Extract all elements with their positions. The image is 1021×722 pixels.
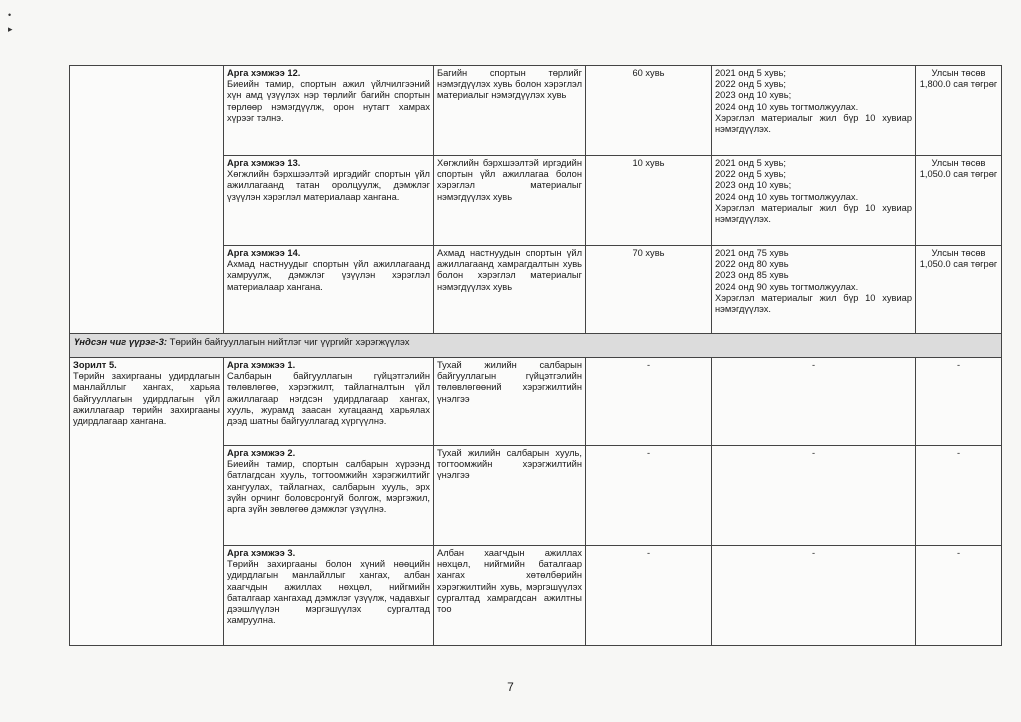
indicator-cell: Багийн спортын төрлийг нэмэгдүүлэх хувь болон хэрэглэл материалыг нэмэгдүүлэх хувь	[434, 66, 586, 156]
target-line: 2023 онд 10 хувь;	[715, 90, 792, 101]
scan-mark: •	[8, 10, 12, 20]
section-heading-text: Төрийн байгууллагын нийтлэг чиг үүргийг хэрэгжүүлэх	[167, 337, 410, 348]
target-cell	[712, 66, 916, 156]
goal-text: Төрийн захиргааны удирдлагын манлайллыг хангах, харьяа байгууллагын удирдлагын үйл ажиллагаар төрийн захиргааны удирдлагаар хангана.	[73, 371, 220, 427]
budget-cell: Улсын төсөв 1,050.0 сая төгрөг	[916, 246, 1002, 334]
measure-title: Арга хэмжээ 2.	[227, 448, 296, 458]
target-line: Хэрэглэл материалыг жил бүр 10 хувиар нэмэгдүүлэх.	[715, 202, 912, 225]
target-line: 2023 онд 85 хувь	[715, 270, 789, 281]
indicator-cell: Албан хаагчдын ажиллах нөхцөл, нийгмийн баталгаар хангах хөтөлбөрийн хэрэгжилтийн хувь, мэргэшүүлэх сургалтад хамрагдсан ажилтны тоо	[434, 546, 586, 646]
budget-cell: -	[916, 546, 1002, 646]
indicator-cell: Хөгжлийн бэрхшээлтэй иргэдийн спортын үйл ажиллагаа болон хэрэглэл материалыг нэмэгдүүлэх хувь	[434, 156, 586, 246]
budget-cell: Улсын төсөв 1,800.0 сая төгрөг	[916, 66, 1002, 156]
target-line: 2021 онд 75 хувь	[715, 248, 789, 258]
target-cell	[712, 156, 916, 246]
indicator-cell: Тухай жилийн салбарын хууль, тогтоомжийн хэрэгжилтийн үнэлгээ	[434, 446, 586, 546]
table-row	[70, 66, 1002, 156]
section-heading-label: Үндсэн чиг үүрэг-3:	[74, 337, 168, 348]
target-line: 2022 онд 5 хувь;	[715, 79, 786, 90]
measure-title: Арга хэмжээ 12.	[227, 68, 301, 78]
target-line: Хэрэглэл материалыг жил бүр 10 хувиар нэмэгдүүлэх.	[715, 112, 912, 135]
section-heading-row	[70, 334, 1002, 358]
page-number: 7	[507, 680, 514, 694]
measure-cell	[224, 358, 434, 446]
measure-title: Арга хэмжээ 13.	[227, 158, 301, 168]
baseline-cell: 70 хувь	[586, 246, 712, 334]
target-cell: -	[712, 446, 916, 546]
target-cell: -	[712, 358, 916, 446]
scan-mark: ▸	[8, 24, 13, 34]
target-line: 2023 онд 10 хувь;	[715, 180, 792, 191]
target-line: 2024 онд 90 хувь тогтмолжуулах.	[715, 281, 859, 292]
target-cell: -	[712, 546, 916, 646]
table-row	[70, 358, 1002, 446]
baseline-cell: -	[586, 546, 712, 646]
target-line: 2022 онд 80 хувь	[715, 259, 789, 270]
measure-cell	[224, 446, 434, 546]
measure-title: Арга хэмжээ 14.	[227, 248, 301, 258]
measure-text: Биеийн тамир, спортын ажил үйлчилгээний хүн амд үзүүлэх нэр төрлийг багийн спортын төрлөөр нэмэгдүүлж, орон нутагт хамрах хүрээг тэлнэ.	[227, 79, 430, 123]
target-line: 2021 онд 5 хувь;	[715, 68, 786, 78]
goal-cell-empty	[70, 66, 224, 334]
measure-title: Арга хэмжээ 3.	[227, 548, 296, 558]
target-line: 2022 онд 5 хувь;	[715, 169, 786, 180]
target-cell	[712, 246, 916, 334]
measure-text: Хөгжлийн бэрхшээлтэй иргэдийг спортын үйл ажиллагаанд татан оролцуулж, дэмжлэг үзүүлэн хэрэглэл материалаар хангана.	[227, 169, 430, 202]
measure-text: Төрийн захиргааны болон хүний нөөцийн удирдлагын манлайллыг хангах, албан хаагчдын ажиллах нөхцөл, нийгмийн баталгаар хангахад дэмжлэг үзүүлж, чадавхыг дээшлүүлэн мэргэшүүлэх сургалтад хамруулна.	[227, 559, 430, 626]
target-line: Хэрэглэл материалыг жил бүр 10 хувиар нэмэгдүүлэх.	[715, 292, 912, 315]
measure-title: Арга хэмжээ 1.	[227, 360, 296, 370]
measure-cell	[224, 546, 434, 646]
budget-cell: -	[916, 358, 1002, 446]
section-heading	[70, 334, 1002, 358]
baseline-cell: -	[586, 358, 712, 446]
measure-text: Салбарын байгууллагын гүйцэтгэлийн төлөвлөгөө, хэрэгжилт, тайлагналтын үйл ажиллагаар нэгдсэн удирдлагаар хангах, хууль, журамд заасан хугацаанд харьялах дээд шатны байгууллагад хүргүүлнэ.	[227, 371, 430, 427]
measure-cell	[224, 156, 434, 246]
target-line: 2021 онд 5 хувь;	[715, 158, 786, 168]
measure-cell	[224, 246, 434, 334]
target-line: 2024 онд 10 хувь тогтмолжуулах.	[715, 191, 859, 202]
baseline-cell: -	[586, 446, 712, 546]
plan-table	[69, 65, 1002, 646]
goal-cell	[70, 358, 224, 646]
measure-cell	[224, 66, 434, 156]
goal-title: Зорилт 5.	[73, 360, 117, 370]
baseline-cell: 60 хувь	[586, 66, 712, 156]
baseline-cell: 10 хувь	[586, 156, 712, 246]
measure-text: Биеийн тамир, спортын салбарын хүрээнд батлагдсан хууль, тогтоомжийн хэрэгжилтийг хангуулах, тайлагнах, салбарын хууль, эрх зүйн орчинг боловсронгуй болгож, мэргэжил, арга зүйн зөвлөгөө дэмжлэг үзүүлнэ.	[227, 459, 430, 515]
indicator-cell: Тухай жилийн салбарын байгууллагын гүйцэтгэлийн төлөвлөгөөний хэрэгжилтийн үнэлгээ	[434, 358, 586, 446]
budget-cell: Улсын төсөв 1,050.0 сая төгрөг	[916, 156, 1002, 246]
budget-cell: -	[916, 446, 1002, 546]
measure-text: Ахмад настнуудыг спортын үйл ажиллагаанд хамруулж, дэмжлэг үзүүлэн хэрэглэл материалаар хангана.	[227, 259, 430, 292]
target-line: 2024 онд 10 хувь тогтмолжуулах.	[715, 101, 859, 112]
scan-marks	[8, 8, 13, 36]
indicator-cell: Ахмад настнуудын спортын үйл ажиллагаанд хамрагдалтын хувь болон хэрэглэл материалыг нэмэгдүүлэх хувь	[434, 246, 586, 334]
